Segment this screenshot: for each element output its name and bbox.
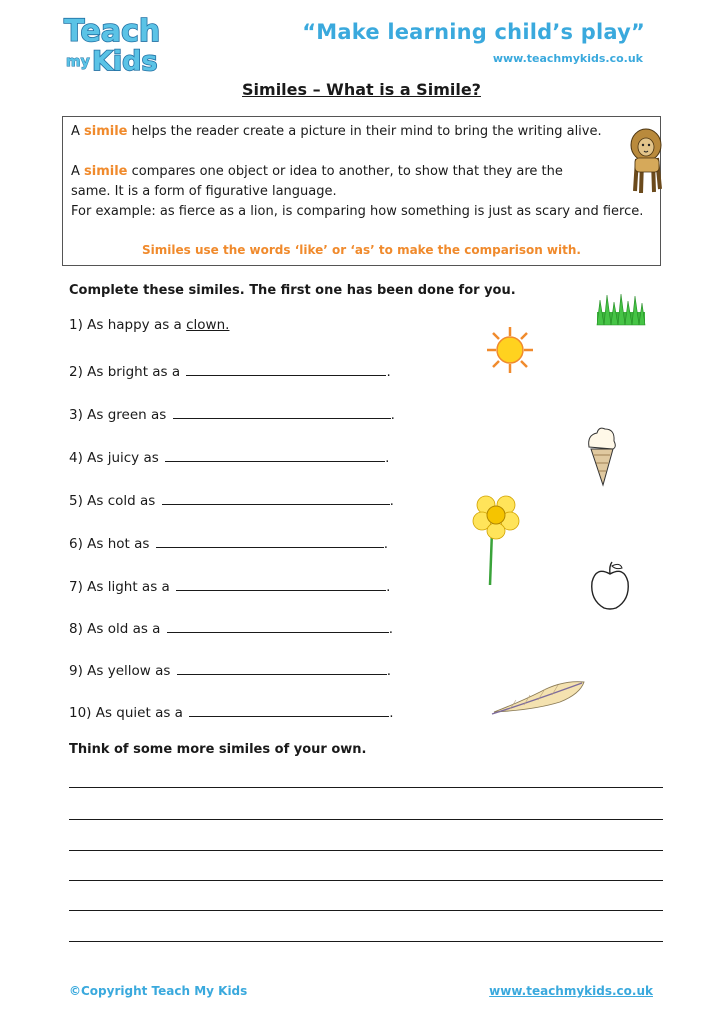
answer-blank[interactable] [186,360,386,376]
writing-line[interactable] [69,850,663,851]
ice-cream-picture [585,425,619,487]
example-answer: clown. [186,317,230,333]
question-1: 1) As happy as a clown. [69,317,230,333]
tagline: “Make learning child’s play” [302,20,645,44]
question-3: 3) As green as . [69,403,395,423]
example-line: For example: as fierce as a lion, is comparing how something is just as scary and fierce. [71,204,644,219]
writing-line[interactable] [69,787,663,788]
writing-line[interactable] [69,941,663,942]
svg-text:Kids: Kids [92,46,158,74]
answer-blank[interactable] [165,446,385,462]
header-site-url[interactable]: www.teachmykids.co.uk [492,52,643,65]
daffodil-picture [472,493,520,587]
definition-line-1: A simile helps the reader create a picture in their mind to bring the writing alive. [71,124,602,139]
question-8: 8) As old as a . [69,617,393,637]
question-10: 10) As quiet as a . [69,701,394,721]
footer-link[interactable]: www.teachmykids.co.uk [489,984,653,998]
own-similes-heading: Think of some more similes of your own. [69,742,367,757]
page-title: Similes – What is a Simile? [242,80,481,99]
simile-note: Similes use the words ‘like’ or ‘as’ to make the comparison with. [142,243,581,257]
svg-text:Teach: Teach [64,14,161,49]
answer-blank[interactable] [162,489,390,505]
answer-blank[interactable] [189,701,389,717]
teach-my-kids-logo [62,12,166,74]
answer-blank[interactable] [173,403,391,419]
writing-line[interactable] [69,880,663,881]
simile-keyword: simile [84,164,128,179]
apple-picture [588,560,632,612]
sun-picture [485,325,535,375]
question-4: 4) As juicy as . [69,446,389,466]
question-7: 7) As light as a . [69,575,390,595]
definition-line-3: same. It is a form of figurative language. [71,184,337,199]
svg-text:my: my [66,54,90,70]
answer-blank[interactable] [156,532,384,548]
question-9: 9) As yellow as . [69,659,391,679]
instructions: Complete these similes. The first one has been done for you. [69,283,516,298]
grass-picture [595,292,647,326]
simile-keyword: simile [84,124,128,139]
feather-picture [490,676,588,716]
writing-line[interactable] [69,910,663,911]
definition-box [62,116,661,266]
answer-blank[interactable] [176,575,386,591]
lion-picture [623,125,669,195]
question-2: 2) As bright as a . [69,360,391,380]
answer-blank[interactable] [167,617,389,633]
copyright-notice: ©Copyright Teach My Kids [69,984,248,998]
question-6: 6) As hot as . [69,532,388,552]
question-5: 5) As cold as . [69,489,394,509]
definition-line-2: A simile compares one object or idea to another, to show that they are the [71,164,563,179]
writing-line[interactable] [69,819,663,820]
answer-blank[interactable] [177,659,387,675]
